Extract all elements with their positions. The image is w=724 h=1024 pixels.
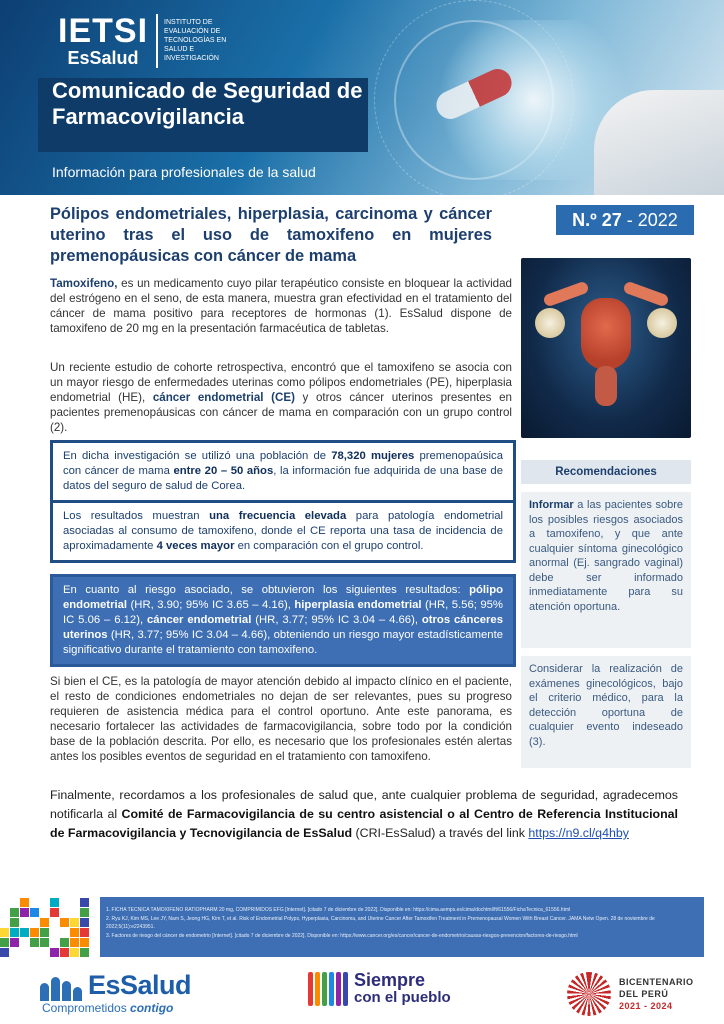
hand-image	[594, 90, 724, 195]
mosaic-tile	[50, 908, 59, 917]
mosaic-tile	[30, 928, 39, 937]
ietsi-logo	[58, 14, 244, 68]
recommendation-item	[521, 492, 691, 648]
intro-paragraph-2	[50, 360, 512, 435]
box-highlight: pólipo endometrial	[63, 584, 503, 611]
box-text: (HR, 3.77; 95% IC 3.04 – 4.66), obteniendo un riesgo mayor estadísticamente significativo durante el tratamiento con tamoxifeno.	[63, 629, 503, 656]
mosaic-tile	[10, 928, 19, 937]
box-highlight: una frecuencia elevada	[209, 510, 347, 522]
box-text: En dicha investigación se utilizó una población de	[63, 450, 332, 462]
illustration-part	[647, 308, 677, 338]
tagline-emphasis: contigo	[130, 1001, 174, 1015]
article-title: Pólipos endometriales, hiperplasia, carcinoma y cáncer uterino tras el uso de tamoxifeno en mujeres premenopáusicas con cáncer de mama	[50, 205, 492, 265]
mosaic-tile	[80, 908, 89, 917]
issue-year: - 2022	[626, 209, 678, 230]
study-population-box	[50, 440, 516, 503]
discussion-paragraph: Si bien el CE, es la patología de mayor atención debido al impacto clínico en el paciente, el resto de condiciones endometriales no dejan de ser relevantes, pues su progreso requieren de asistencia médica para el control oportuno. Ante este panorama, es necesario fortalecer las actividades de farmacovigilancia, sobre todo por la condición base de la población descrita. Por ello, es necesario que los profesionales estén alertas antes los posibles eventos de seguridad en el tratamiento con tamoxifeno.	[50, 675, 512, 763]
box-text: en comparación con el grupo control.	[234, 540, 424, 552]
essalud-tagline	[42, 1001, 191, 1015]
mosaic-tile	[50, 898, 59, 907]
final-highlight: Comité de Farmacovigilancia de su centro asistencial o al Centro de Referencia Institucional de Farmacovigilancia y Tecnovigilancia de EsSalud	[50, 807, 678, 840]
box-highlight: 78,320 mujeres	[331, 450, 415, 462]
box-text: (HR, 5.56; 95% IC 5.06 – 6.12),	[63, 599, 503, 626]
box-text: , la información fue adquirida de una base de datos del seguro de salud de Corea.	[63, 465, 503, 492]
reference-item: 1. FICHA TECNICA TAMOXIFENO RATIOPHARM 20 mg, COMPRIMIDOS EFG [Internet]. [citado 7 de diciembre de 2022]. Disponible en: https://cima.aemps.es/cima/dochtml/ft/61556/FichaTecnica_61556.html	[106, 907, 571, 913]
box-highlight: entre 20 – 50 años	[173, 465, 274, 477]
reference-item: 3. Factores de riesgo del cáncer de endometrio [Internet]. [citado 7 de diciembre de 2022]. Disponible en: https://www.cancer.org/es/cancer/cancer-de-endometrio/causas-riesgos-prevencion/factores-de-riesgo.html	[106, 932, 578, 939]
box-highlight: hiperplasia endometrial	[294, 599, 422, 611]
bars-icon	[308, 972, 348, 1006]
bicentenario-line-2: DEL PERÚ	[619, 989, 669, 999]
drug-name: Tamoxifeno,	[50, 277, 118, 290]
box-text: (HR, 3.90; 95% IC 3.65 – 4.16),	[127, 599, 295, 611]
page-subtitle: Información para profesionales de la salud	[52, 164, 316, 180]
results-box	[50, 500, 516, 563]
mosaic-tile	[30, 908, 39, 917]
mosaic-tile	[70, 918, 79, 927]
mosaic-tile	[70, 928, 79, 937]
essalud-logo-row	[40, 970, 191, 1001]
mosaic-tile	[40, 938, 49, 947]
box-highlight: cáncer endometrial	[147, 614, 252, 626]
risk-results-box	[50, 574, 516, 667]
mosaic-tile	[70, 938, 79, 947]
box-highlight: otros cánceres uterinos	[63, 614, 503, 641]
siempre-line-1: Siempre	[354, 970, 426, 990]
bicentenario-logo	[567, 972, 694, 1016]
mosaic-tile	[20, 908, 29, 917]
intro-paragraph-1	[50, 276, 512, 336]
mosaic-tile	[10, 918, 19, 927]
uterus-illustration	[521, 258, 691, 438]
mosaic-tile	[30, 938, 39, 947]
mosaic-tile	[60, 948, 69, 957]
siempre-line-2: con el pueblo	[354, 989, 451, 1006]
mosaic-tile	[70, 948, 79, 957]
intro-text: Un reciente estudio de cohorte retrospectiva, encontró que el tamoxifeno se asocia con un mayor riesgo de enfermedades uterinas como pólipos endometriales (PE), hiperplasia endometrial (HE),	[50, 361, 512, 404]
highlight-text: cáncer endometrial (CE)	[152, 391, 295, 404]
logo-org: EsSalud	[67, 48, 139, 68]
bicentenario-line-1: BICENTENARIO	[619, 977, 694, 987]
mosaic-tile	[80, 918, 89, 927]
intro-text: es un medicamento cuyo pilar terapéutico consiste en bloquear la actividad del estrógeno en el seno, de esta manera, muestra gran efectividad en el tratamiento del cáncer de mama positivo para receptores de hormonas (1). EsSalud dispone de tamoxifeno de 20 mg en la presentación farmacéutica de tabletas.	[50, 277, 512, 335]
page-title: Comunicado de Seguridad de Farmacovigilancia	[52, 78, 363, 129]
issue-badge	[556, 205, 694, 235]
illustration-part	[535, 308, 565, 338]
mosaic-tile	[50, 948, 59, 957]
mosaic-tile	[0, 938, 9, 947]
final-paragraph	[50, 786, 678, 843]
bicentenario-years: 2021 - 2024	[619, 1001, 673, 1011]
mosaic-tile	[80, 928, 89, 937]
mosaic-tile	[0, 948, 9, 957]
issue-number: N.º 27	[572, 209, 622, 230]
mosaic-tile	[40, 928, 49, 937]
intro-text: y otros cáncer uterinos presentes en pacientes premenopáusicas con cáncer de mama en comparación con un grupo control (2).	[50, 391, 512, 434]
mosaic-tile	[20, 898, 29, 907]
illustration-part	[542, 280, 589, 307]
box-text: Los resultados muestran	[63, 510, 210, 522]
recommendation-text: Considerar la realización de exámenes ginecológicos, bajo el criterio médico, para la detección oportuna de cualquier evento indeseado (3).	[529, 663, 683, 748]
mosaic-tile	[80, 938, 89, 947]
logo-subtitle: INSTITUTO DE EVALUACIÓN DE TECNOLOGÍAS EN SALUD E INVESTIGACIÓN	[164, 19, 227, 62]
box-text: para patología endometrial asociadas al consumo de tamoxifeno, donde el CE reporta una tasa de incidencia de aproximadamente	[63, 510, 504, 552]
illustration-part	[622, 280, 669, 307]
mosaic-tile	[60, 938, 69, 947]
final-text: Finalmente, recordamos a los profesionales de salud que, ante cualquier problema de seguridad, agradecemos notificarla al	[50, 788, 678, 821]
mosaic-tile	[20, 928, 29, 937]
illustration-part	[581, 298, 631, 370]
report-link[interactable]: https://n9.cl/q4hby	[528, 826, 629, 840]
box-text: En cuanto al riesgo asociado, se obtuvieron los siguientes resultados:	[63, 584, 470, 596]
essalud-name: EsSalud	[88, 970, 192, 1000]
sun-icon	[567, 972, 611, 1016]
mosaic-tile	[0, 928, 9, 937]
mosaic-tile	[40, 918, 49, 927]
mosaic-tile	[10, 938, 19, 947]
illustration-part	[595, 366, 617, 406]
box-text: (HR, 3.77; 95% IC 3.04 – 4.66),	[251, 614, 422, 626]
siempre-text	[354, 972, 451, 1006]
box-highlight: 4 veces mayor	[156, 540, 235, 552]
final-text: (CRI-EsSalud) a través del link	[352, 826, 529, 840]
recommendation-item	[521, 656, 691, 768]
recommendations-heading: Recomendaciones	[521, 460, 691, 484]
references-box	[100, 897, 704, 957]
recommendation-lead: Informar	[529, 499, 574, 511]
essalud-logo	[40, 970, 191, 1015]
recommendation-text: a las pacientes sobre los posibles riesgos asociados a tamoxifeno, y que ante cualquier síntoma ginecológico anormal (Ej. sangrado vaginal) debe ser informado inmediatamente para su atención oportuna.	[529, 499, 683, 613]
mosaic-tile	[80, 898, 89, 907]
mosaic-tile	[80, 948, 89, 957]
people-icon	[40, 971, 84, 1001]
siempre-logo	[308, 972, 451, 1006]
decorative-mosaic	[0, 898, 96, 962]
tagline-text: Comprometidos	[42, 1001, 131, 1015]
reference-item: 2. Ryu KJ, Kim MS, Lee JY, Nam S, Jeong HG, Kim T, et al. Risk of Endometrial Polyps, Hyperplasia, Carcinoma, and Uterine Cancer After Tamoxifen Treatment in Premenopausal Women With Breast Cancer. JAMA Netw Open. 28 de noviembre de 2022;5(11):e2243951.	[106, 915, 655, 930]
mosaic-tile	[60, 918, 69, 927]
logo-name: IETSI	[58, 12, 149, 50]
bicentenario-text	[619, 976, 694, 1012]
mosaic-tile	[10, 908, 19, 917]
box-text: premenopaúsica con cáncer de mama	[63, 450, 503, 477]
